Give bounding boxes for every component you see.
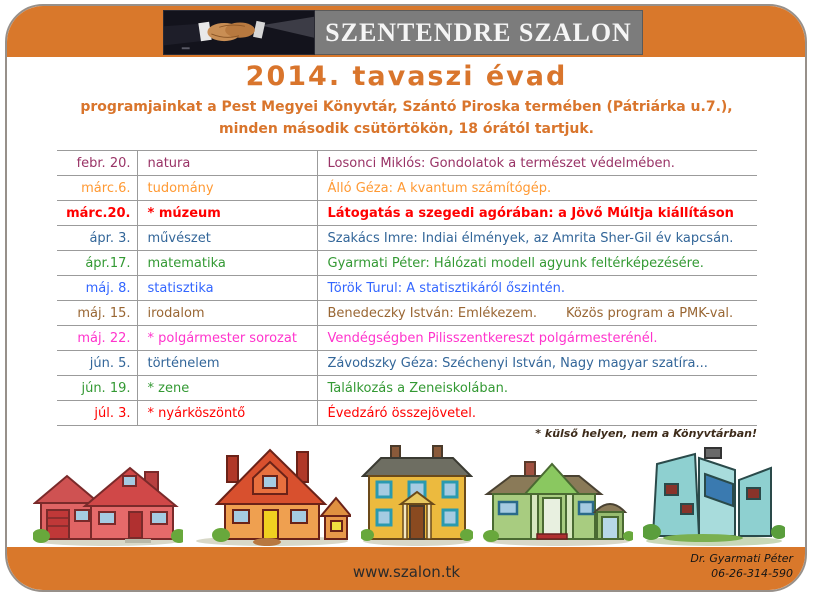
event-date: júl. 3. [57,401,137,426]
event-date: ápr. 3. [57,226,137,251]
header [163,10,643,55]
event-date: máj. 22. [57,326,137,351]
event-category: tudomány [137,176,317,201]
brand-bar [315,10,643,55]
subtitle-line-1: programjainkat a Pest Megyei Könyvtár, Szántó Piroska termében (Pátriárka u.7.), [80,99,733,115]
subtitle-line-2: minden második csütörtökön, 18 órától tartjuk. [219,121,594,137]
contact-block [690,551,793,581]
brand-title: SZENTENDRE SZALON [325,17,632,47]
event-description: Évedzáró összejövetel. [317,401,757,426]
event-category: matematika [137,251,317,276]
event-category: natura [137,151,317,176]
season-title: 2014. tavaszi évad [245,61,568,92]
contact-name: Dr. Gyarmati Péter [690,552,793,565]
event-category: történelem [137,351,317,376]
house-orange-illustration [193,442,351,546]
table-row [57,201,757,226]
table-row [57,326,757,351]
handshake-photo-icon [163,10,315,55]
table-row [57,376,757,401]
event-category: * nyárköszöntő [137,401,317,426]
event-date: márc.20. [57,201,137,226]
event-description: Losonci Miklós: Gondolatok a természet védelmében. [317,151,757,176]
event-description: Szakács Imre: Indiai élmények, az Amrita Sher-Gil év kapcsán. [317,226,757,251]
event-date: máj. 15. [57,301,137,326]
external-venue-footnote: * külső helyen, nem a Könyvtárban! [535,427,757,440]
table-row [57,401,757,426]
house-green-illustration [483,450,633,546]
event-description: Závodszky Géza: Széchenyi István, Nagy magyar szatíra... [317,351,757,376]
event-date: jún. 5. [57,351,137,376]
table-row [57,251,757,276]
event-date: febr. 20. [57,151,137,176]
event-category: statisztika [137,276,317,301]
event-description: Török Turul: A statisztikáról őszintén. [317,276,757,301]
houses-illustration-row [33,442,785,546]
table-row [57,351,757,376]
program-schedule-table [57,150,757,426]
house-yellow-illustration [361,442,473,546]
season-subtitle [0,96,813,140]
event-category: irodalom [137,301,317,326]
website-url: www.szalon.tk [352,563,461,581]
event-category: * polgármester sorozat [137,326,317,351]
event-category: * zene [137,376,317,401]
event-date: márc.6. [57,176,137,201]
house-modern-illustration [643,444,785,546]
event-date: ápr.17. [57,251,137,276]
house-red-illustration [33,446,183,546]
contact-phone: 06-26-314-590 [711,567,793,580]
event-category: művészet [137,226,317,251]
table-row [57,176,757,201]
event-description: Találkozás a Zeneiskolában. [317,376,757,401]
event-description: Benedeczky István: Emlékezem. Közös program a PMK-val. [317,301,757,326]
event-date: jún. 19. [57,376,137,401]
table-row [57,151,757,176]
table-row [57,226,757,251]
table-row [57,276,757,301]
event-description: Látogatás a szegedi agórában: a Jövő Múltja kiállításon [317,201,757,226]
event-date: máj. 8. [57,276,137,301]
table-row [57,301,757,326]
event-description: Vendégségben Pilisszentkereszt polgármesterénél. [317,326,757,351]
event-description: Gyarmati Péter: Hálózati modell agyunk feltérképezésére. [317,251,757,276]
event-category: * múzeum [137,201,317,226]
event-description: Álló Géza: A kvantum számítógép. [317,176,757,201]
